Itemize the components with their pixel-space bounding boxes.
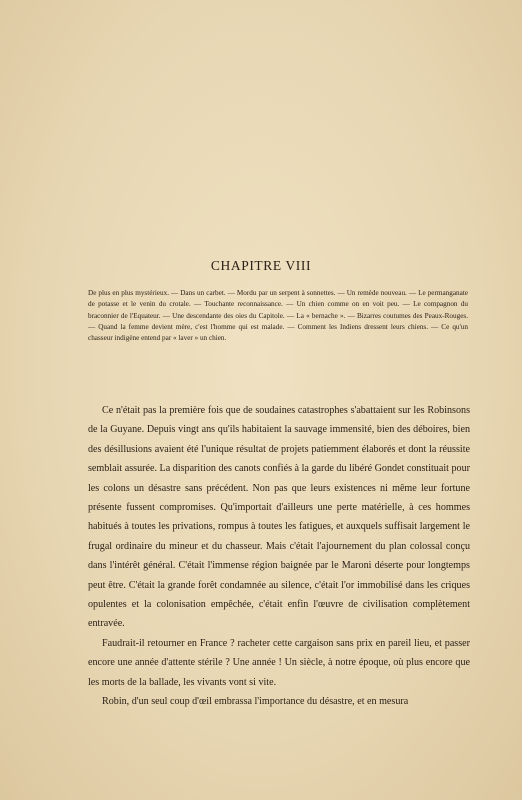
body-paragraph-3: Robin, d'un seul coup d'œil embrassa l'importance du désastre, et en mesura — [102, 696, 409, 708]
chapter-body — [88, 401, 470, 712]
body-paragraph-2: Faudrait-il retourner en France ? racheter cette cargaison sans prix en pareil lieu, et passer encore une année d'attente stérile ? Une année ! Un siècle, à notre époque, où plus encore que les morts de la ballade, les vivants vont si vite. — [88, 637, 470, 688]
body-paragraph-1: Ce n'était pas la première fois que de soudaines catastrophes s'abattaient sur les Robinsons de la Guyane. Depuis vingt ans qu'ils habitaient la sauvage immensité, bien des déboires, bien des désillusions avaient été l'unique résultat de projets patiemment élaborés et dont la réussite semblait assurée. La disparition des canots confiés à la garde du libéré Gondet constituait pour les colons un désastre sans précédent. Non pas que leurs existences ni même leur fortune présente fussent compromises. Qu'importait d'ailleurs une perte matérielle, à ces hommes habitués à toutes les privations, rompus à toutes les fatigues, et auxquels suffisait largement le frugal ordinaire du mineur et du chasseur. Mais c'était l'ajournement du plan colossal conçu dans l'intérêt général. C'était l'immense région baignée par le Maroni déserte pour longtemps peut être. C'était la grande forêt condamnée au silence, c'était l'or immobilisé dans les criques opulentes et la colonisation empêchée, c'était enfin l'œuvre de civilisation complètement entravée. — [88, 405, 470, 630]
chapter-title: CHAPITRE VIII — [210, 258, 312, 273]
chapter-summary: De plus en plus mystérieux. — Dans un carbet. — Mordu par un serpent à sonnettes. — Un remède nouveau. — Le permanganate de potasse et le venin du crotale. — Touchante reconnaissance. — Un chien comme on en voit peu. — Le compagnon du braconnier de l'Equateur. — Une descendante des oies du Capitole. — La « bernache ». — Bizarres coutumes des Peaux-Rouges. — Quand la femme devient mère, c'est l'homme qui est malade. — Comment les Indiens dressent leurs chiens. — Ce qu'un chasseur indigène entend par « laver » un chien. — [88, 289, 468, 343]
